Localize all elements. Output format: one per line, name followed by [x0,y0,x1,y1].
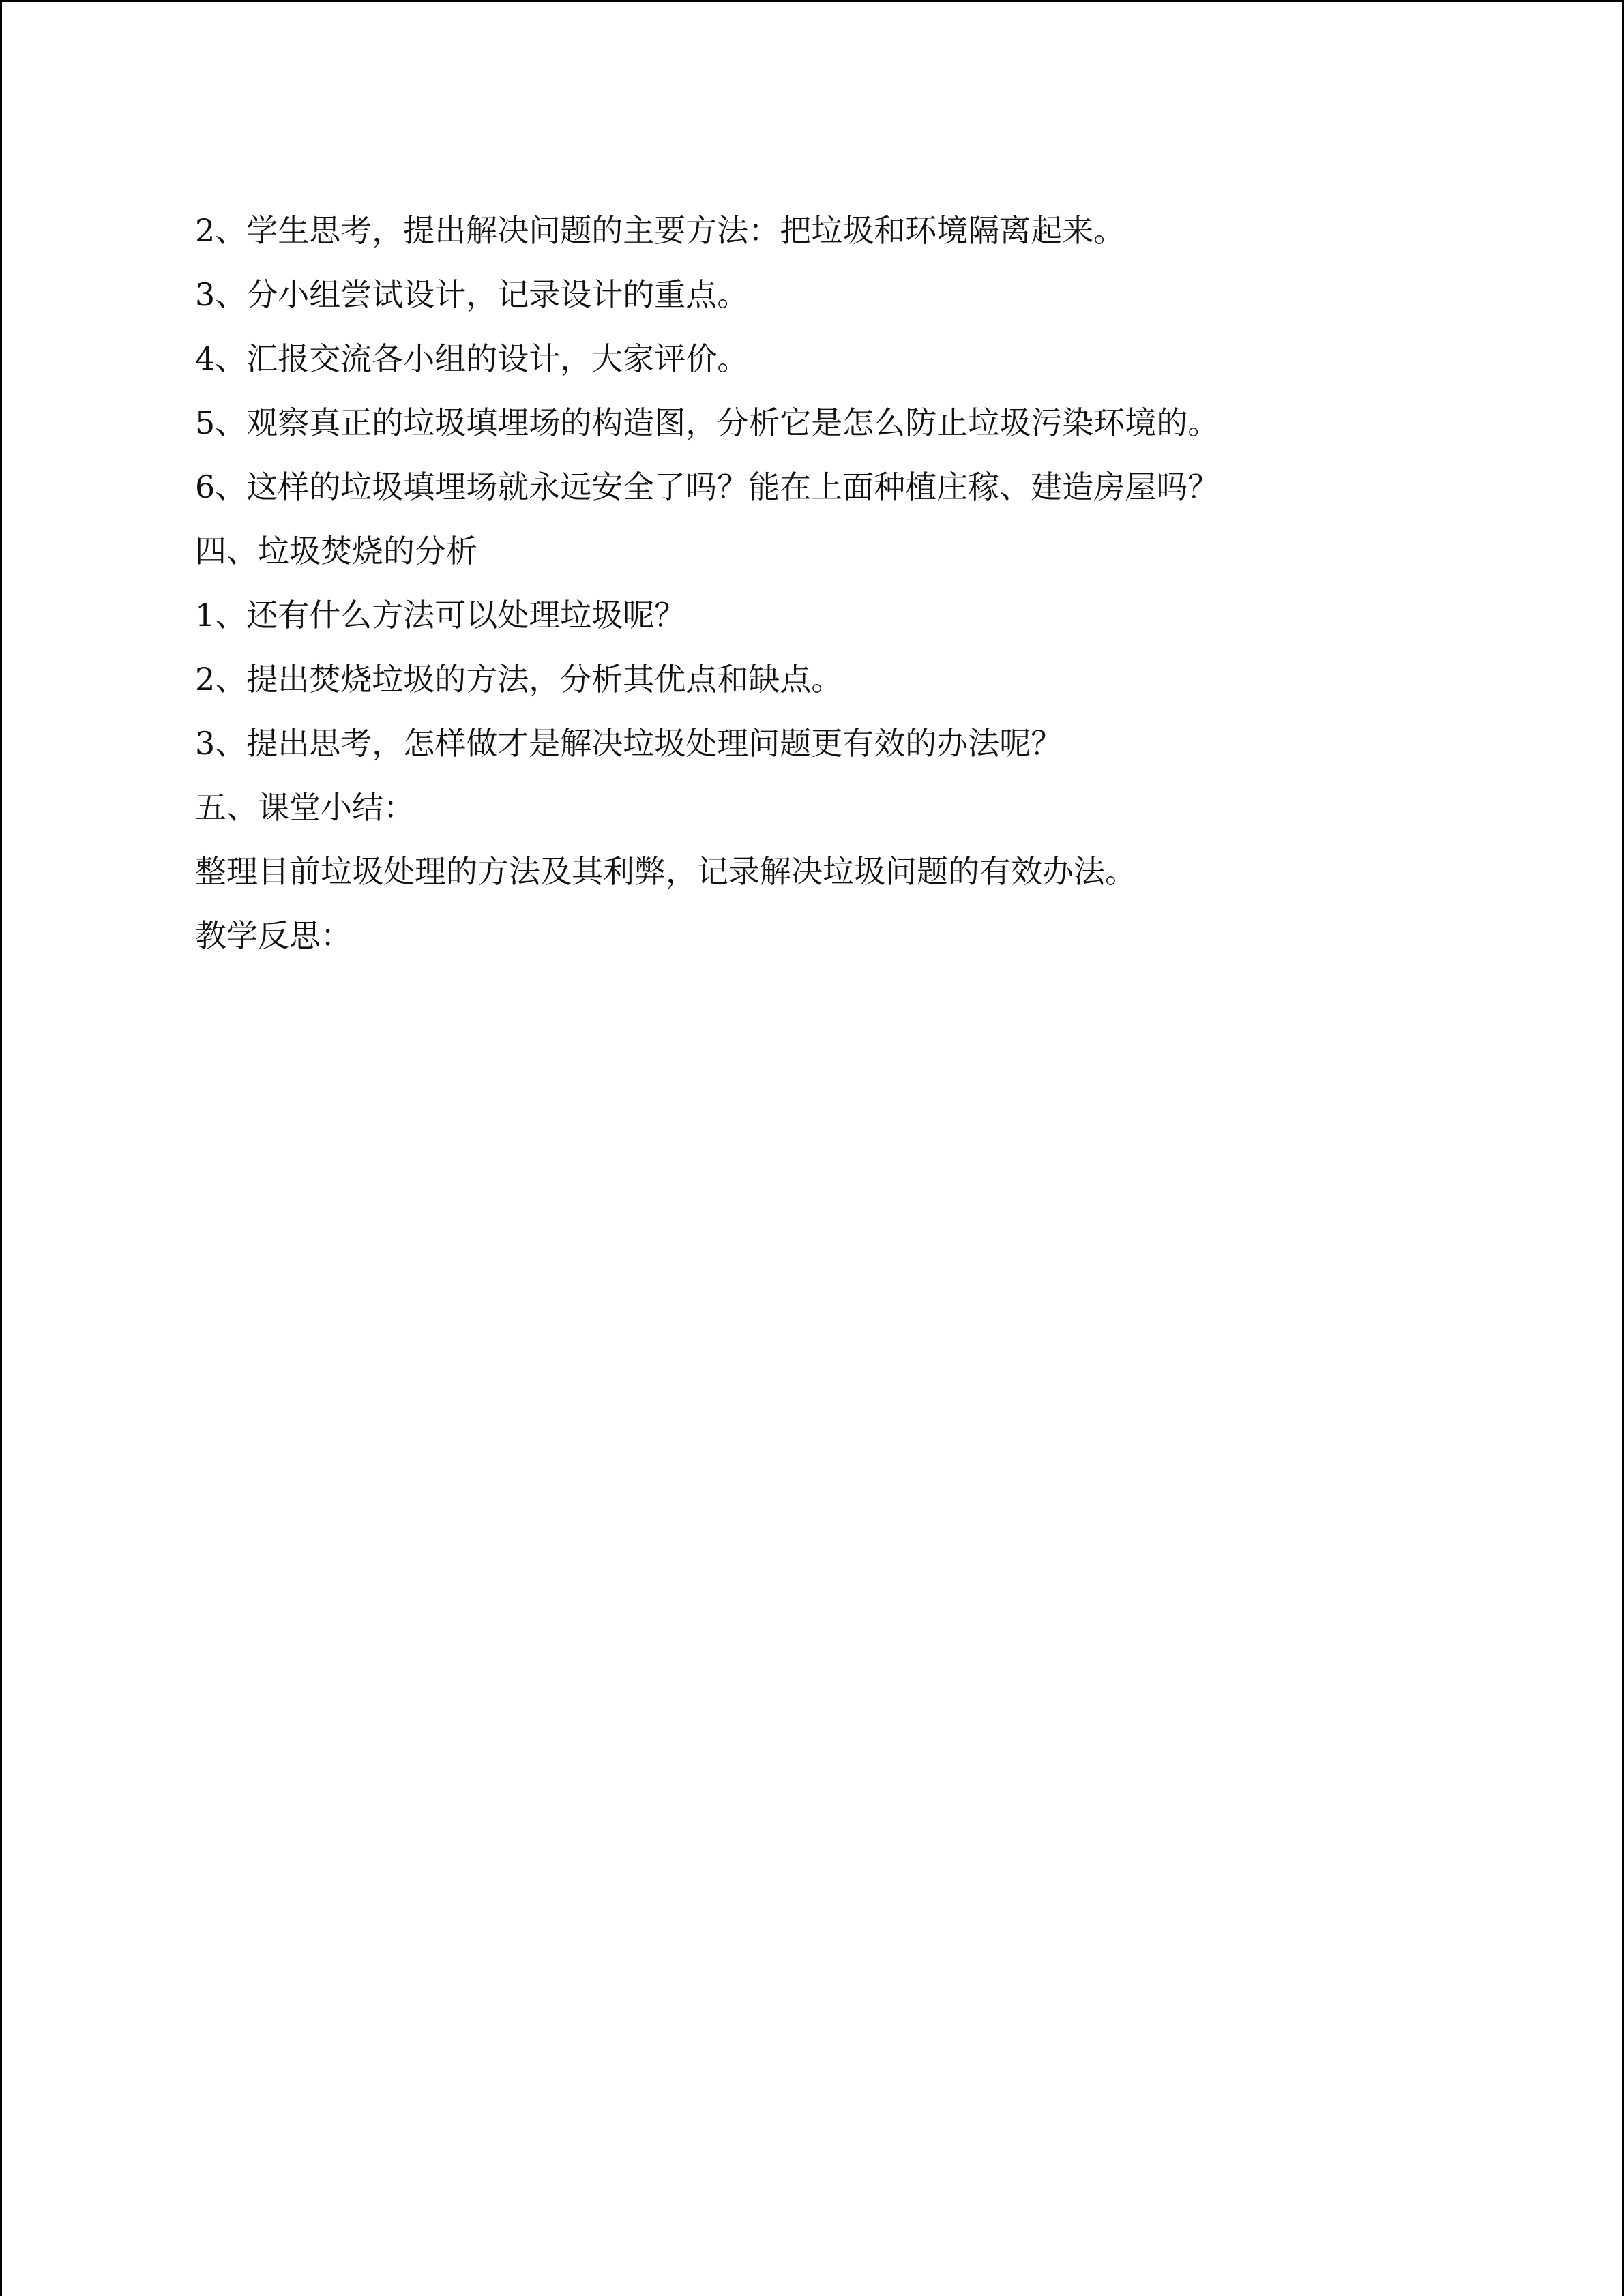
document-body [195,198,1532,968]
section-heading-summary: 五、课堂小结： [195,789,415,826]
text-line-incineration-3: 3、提出思考，怎样做才是解决垃圾处理问题更有效的办法呢？ [195,725,1063,762]
section-heading-incineration: 四、垃圾焚烧的分析 [195,533,477,569]
text-line-step-6: 6、这样的垃圾填埋场就永远安全了吗？能在上面种植庄稼、建造房屋吗？ [195,468,1220,505]
text-line-step-4: 4、汇报交流各小组的设计，大家评价。 [195,340,749,377]
text-line-incineration-1: 1、还有什么方法可以处理垃圾呢？ [195,597,686,633]
text-line-step-3: 3、分小组尝试设计，记录设计的重点。 [195,276,749,313]
text-line-incineration-2: 2、提出焚烧垃圾的方法，分析其优点和缺点。 [195,661,843,698]
text-line-step-5: 5、观察真正的垃圾填埋场的构造图，分析它是怎么防止垃圾污染环境的。 [195,404,1220,441]
text-line-step-2: 2、学生思考，提出解决问题的主要方法：把垃圾和环境隔离起来。 [195,212,1125,249]
section-heading-reflection: 教学反思： [195,917,352,954]
text-line-summary: 整理目前垃圾处理的方法及其利弊，记录解决垃圾问题的有效办法。 [195,853,1136,890]
